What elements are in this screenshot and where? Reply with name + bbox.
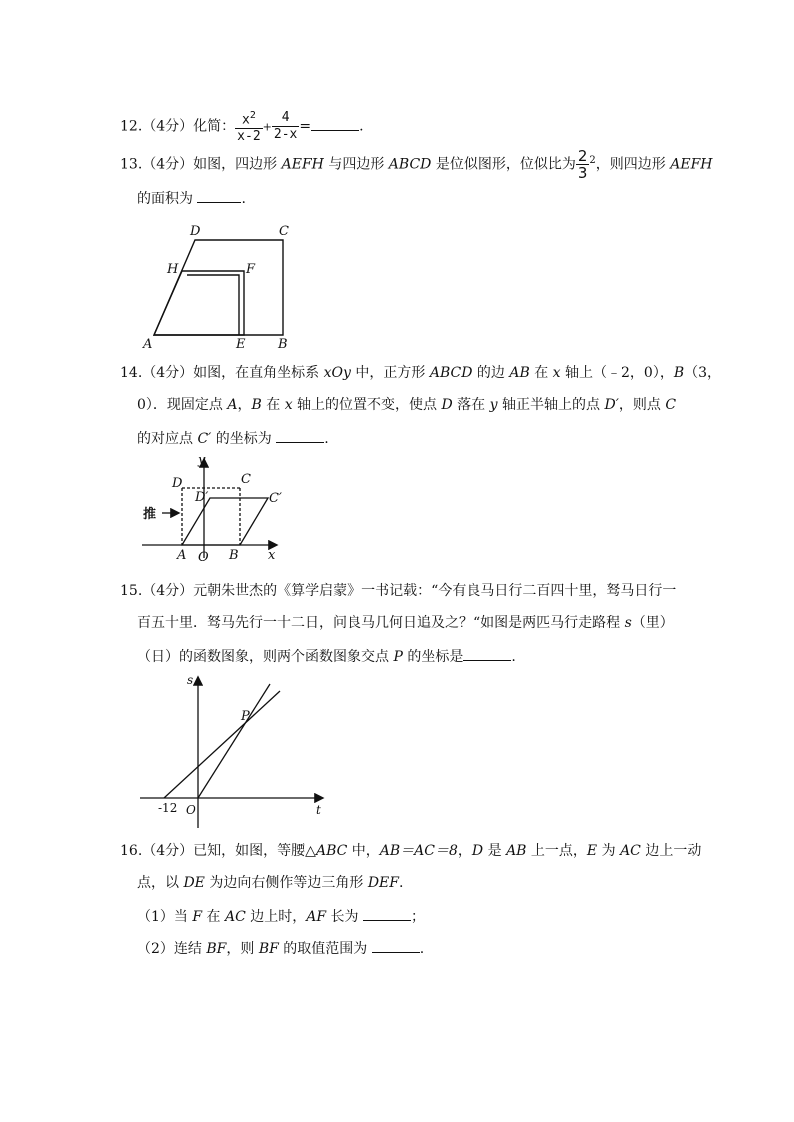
- q13-quad-aefh: [154, 271, 244, 335]
- q13-line-2: 的面积为 .: [137, 188, 246, 208]
- q14-label-y: y: [198, 453, 206, 468]
- q12-equals: =: [299, 118, 312, 135]
- q14-line-3: 的对应点 C′ 的坐标为 .: [137, 428, 329, 448]
- q14-label-cprime: C′: [269, 491, 282, 506]
- q13-label-e: E: [236, 337, 246, 352]
- q13-answer-blank[interactable]: [197, 188, 241, 203]
- q13-label-b: B: [278, 337, 288, 352]
- q14-label-o: O: [198, 550, 209, 565]
- q15-fast-horse-line: [198, 684, 270, 798]
- q13-quad-abcd: [154, 240, 283, 335]
- q14-push-label: 推: [143, 507, 157, 522]
- q16-sub-1: （1）当 F 在 AC 边上时，AF 长为 ；: [137, 906, 425, 926]
- q13-label-a: A: [143, 337, 153, 352]
- q16-line-2: 点，以 DE 为边向右侧作等边三角形 DEF.: [137, 875, 404, 891]
- q15-label-s: s: [187, 673, 194, 687]
- q13-figure: [140, 220, 300, 350]
- q14-parallelogram: [182, 498, 268, 545]
- q15-label-neg12: -12: [158, 801, 178, 815]
- q13-inner-edge: [187, 275, 239, 335]
- q14-answer-blank[interactable]: [276, 428, 324, 443]
- q15-line-2: 百五十里．驽马先行一十二日，问良马几何日追及之？“如图是两匹马行走路程 s（里）: [137, 615, 674, 631]
- q13-label-f: F: [246, 262, 256, 277]
- q13-line-1: 13.（4分）如图，四边形 AEFH 与四边形 ABCD 是位似图形，位似比为 $\frac{2}{3}$ $^2$，则四边形 AEFH: [120, 147, 713, 182]
- q15-label-p: P: [241, 709, 250, 724]
- q13-ratio-extra: 2: [589, 154, 596, 166]
- q12-line: 12.（4分）化简： $\frac{x^2}{x-2}$ + $\frac{4}{2-x}$ = .: [120, 110, 364, 145]
- q14-label-b: B: [229, 548, 239, 563]
- q13-label-d: D: [190, 224, 201, 239]
- q13-ratio-fraction: $\frac{2}{3}$: [577, 147, 588, 182]
- q14-label-c: C: [241, 472, 251, 487]
- q13-label-c: C: [279, 224, 289, 239]
- q13-label-h: H: [167, 262, 179, 277]
- q15-line-1: 15.（4分）元朝朱世杰的《算学启蒙》一书记载：“今有良马日行二百四十里，驽马日行一: [120, 583, 677, 599]
- q12-fraction-2: $\frac{4}{2-x}$: [273, 110, 298, 143]
- q12-label: 12.（4分）化简：: [120, 118, 236, 135]
- q14-line-2: 0）．现固定点 A，B 在 x 轴上的位置不变，使点 D 落在 y 轴正半轴上的点 D′，则点 C: [137, 397, 677, 413]
- q16-2-answer-blank[interactable]: [372, 938, 420, 953]
- q16-line-1: 16.（4分）已知，如图，等腰△ABC 中，AB＝AC＝8，D 是 AB 上一点，E 为 AC 边上一动: [120, 843, 702, 859]
- q14-label-dprime: D′: [195, 490, 209, 505]
- q12-fraction-1: $\frac{x^2}{x-2}$: [237, 110, 261, 145]
- q12-answer-blank[interactable]: [311, 116, 359, 131]
- q14-figure: [140, 453, 290, 568]
- q15-figure: [140, 674, 330, 832]
- q15-answer-blank[interactable]: [463, 646, 511, 661]
- q14-label-a: A: [177, 548, 187, 563]
- q14-square-abcd: [182, 488, 240, 545]
- q15-label-t: t: [316, 803, 321, 817]
- q15-slow-horse-line: [164, 691, 280, 798]
- q12-plus: +: [262, 120, 272, 134]
- q15-label-o: O: [186, 803, 196, 817]
- q16-1-answer-blank[interactable]: [363, 906, 411, 921]
- q16-sub-2: （2）连结 BF，则 BF 的取值范围为 .: [137, 938, 424, 958]
- q15-line-3: （日）的函数图象，则两个函数图象交点 P 的坐标是 .: [137, 646, 516, 666]
- q14-line-1: 14.（4分）如图，在直角坐标系 xOy 中，正方形 ABCD 的边 AB 在 x 轴上（﹣2，0），B（3，: [120, 365, 722, 381]
- q14-label-x: x: [268, 548, 276, 563]
- q14-label-d: D: [172, 476, 183, 491]
